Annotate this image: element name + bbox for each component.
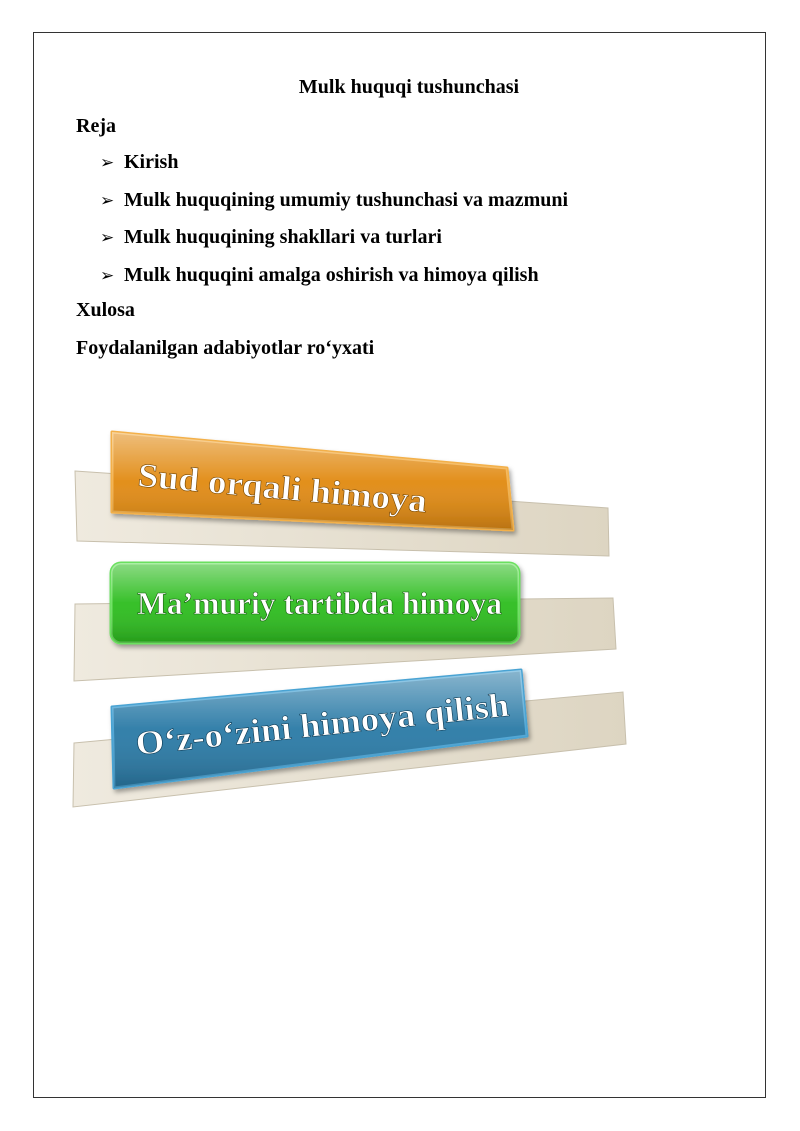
plan-item-label: Mulk huquqini amalga oshirish va himoya qilish [124,263,539,286]
plan-item-label: Mulk huquqining umumiy tushunchasi va mazmuni [124,188,569,211]
banner-label-court: Sud orqali himoya [136,457,407,519]
banner-administrative-protection [111,563,519,643]
arrow-right-icon: ➢ [100,265,115,286]
document-title: Mulk huquqi tushunchasi [298,76,520,98]
references-heading: Foydalanilgan adabiyotlar ro‘yxati [76,337,375,359]
banner-court-protection [112,432,513,530]
arrow-right-icon: ➢ [100,190,115,211]
plan-heading: Reja [76,115,116,137]
plan-item-label: Mulk huquqining shakllari va turlari [124,226,442,248]
banner-label-administrative: Ma’muriy tartibda himoya [137,585,502,621]
arrow-right-icon: ➢ [100,153,115,173]
arrow-right-icon: ➢ [100,228,115,248]
plan-item-label: Kirish [124,151,179,173]
conclusion-heading: Xulosa [76,299,135,321]
banner-label-self: O‘z-o‘zini himoya qilish [133,689,486,763]
